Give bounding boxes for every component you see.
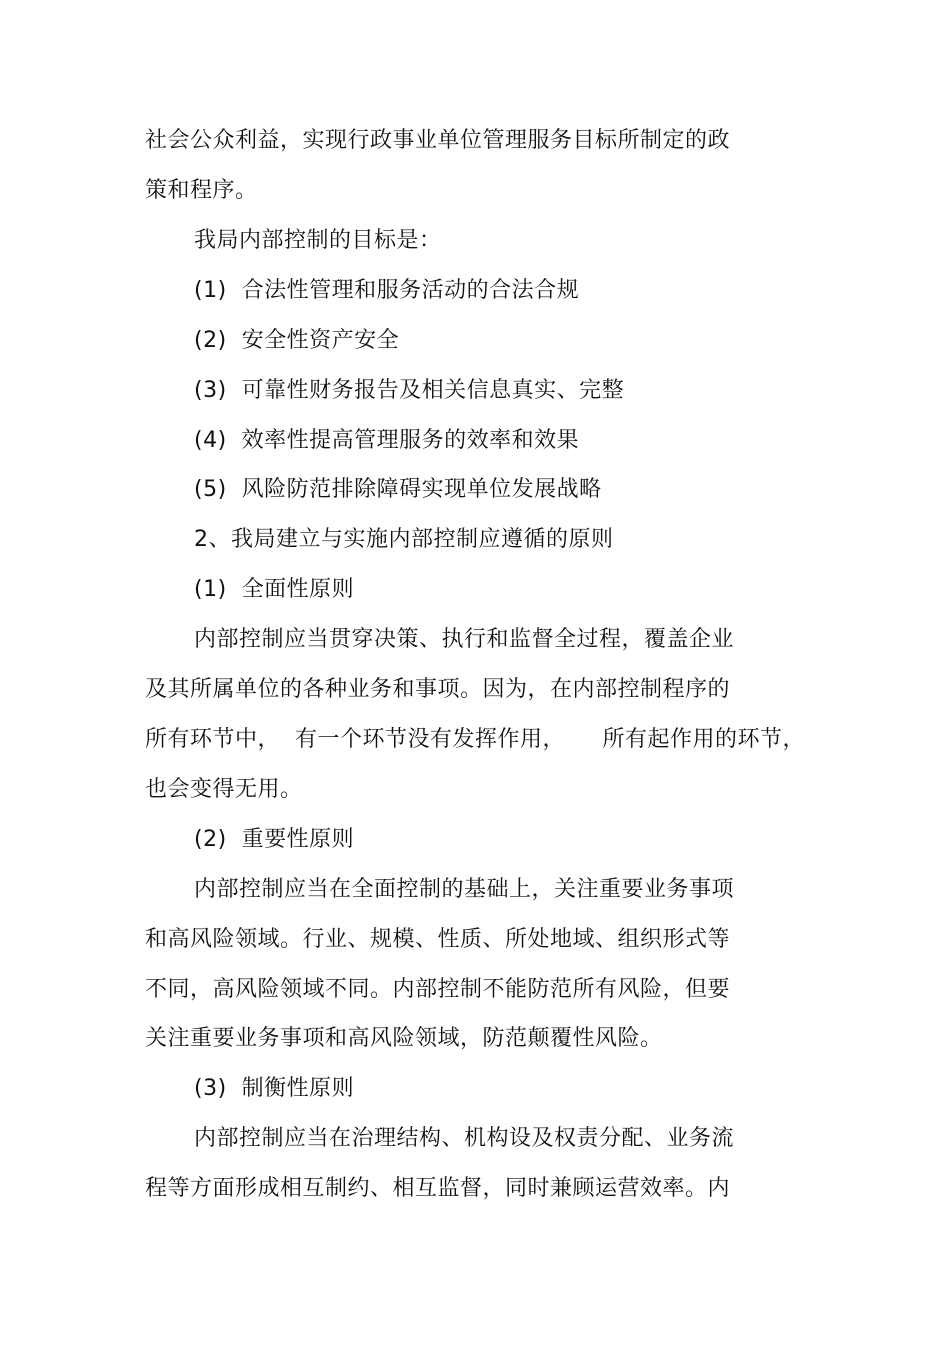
text-line-17: 和高风险领域。行业、规模、性质、所处地域、组织形式等 bbox=[145, 927, 731, 952]
text-line-14: 也会变得无用。 bbox=[145, 777, 303, 802]
text-line-22: 程等方面形成相互制约、相互监督，同时兼顾运营效率。内 bbox=[145, 1176, 731, 1201]
text-line-16: 内部控制应当在全面控制的基础上，关注重要业务事项 bbox=[194, 877, 735, 902]
text-line-18: 不同，高风险领域不同。内部控制不能防范所有风险，但要 bbox=[145, 977, 731, 1002]
list-item-4: (4) 效率性提高管理服务的效率和效果 bbox=[194, 428, 580, 453]
list-item-5: (5) 风险防范排除障碍实现单位发展战略 bbox=[194, 477, 602, 502]
principle-heading-1: (1) 全面性原则 bbox=[194, 577, 355, 602]
text-line-12: 及其所属单位的各种业务和事项。因为，在内部控制程序的 bbox=[145, 677, 731, 702]
text-line-11: 内部控制应当贯穿决策、执行和监督全过程，覆盖企业 bbox=[194, 627, 735, 652]
text-line-21: 内部控制应当在治理结构、机构设及权责分配、业务流 bbox=[194, 1126, 735, 1151]
list-item-2: (2) 安全性资产安全 bbox=[194, 328, 400, 353]
text-line-2: 策和程序。 bbox=[145, 178, 258, 203]
text-line-3: 我局内部控制的目标是： bbox=[194, 228, 442, 253]
principle-heading-2: (2) 重要性原则 bbox=[194, 827, 355, 852]
list-item-1: (1) 合法性管理和服务活动的合法合规 bbox=[194, 278, 580, 303]
text-line-1: 社会公众利益，实现行政事业单位管理服务目标所制定的政 bbox=[145, 128, 731, 153]
text-line-13: 所有环节中， 有一个环节没有发挥作用， 所有起作用的环节， bbox=[145, 727, 805, 752]
list-item-3: (3) 可靠性财务报告及相关信息真实、完整 bbox=[194, 378, 625, 403]
principle-heading-3: (3) 制衡性原则 bbox=[194, 1076, 355, 1101]
section-heading: 2、我局建立与实施内部控制应遵循的原则 bbox=[194, 527, 614, 552]
text-line-19: 关注重要业务事项和高风险领域，防范颠覆性风险。 bbox=[145, 1026, 663, 1051]
